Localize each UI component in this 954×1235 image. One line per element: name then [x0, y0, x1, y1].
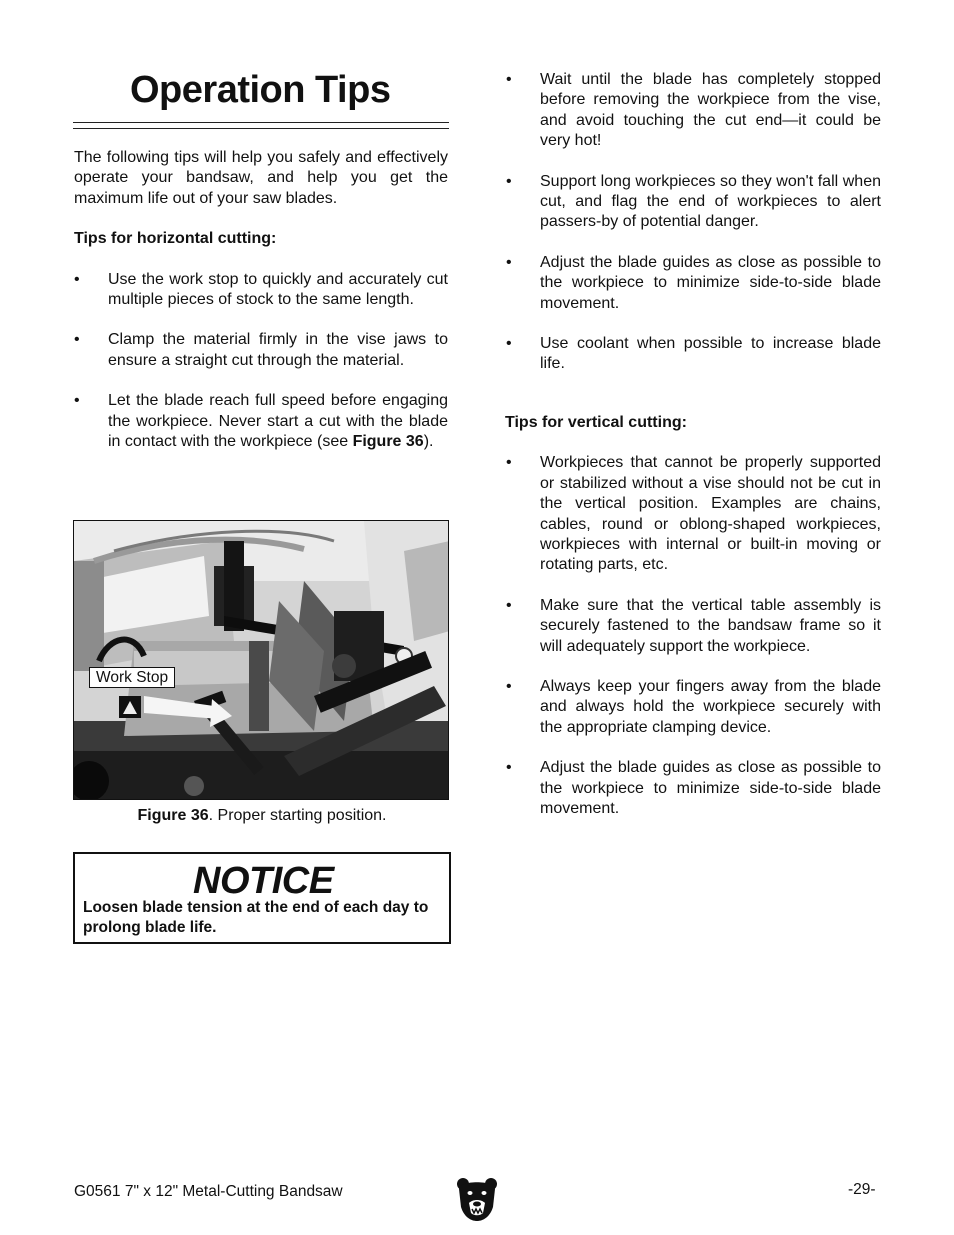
- bullet: •: [74, 270, 80, 288]
- list-item: [506, 677, 881, 738]
- footer-model: G0561 7" x 12" Metal-Cutting Bandsaw: [74, 1183, 343, 1200]
- tip-text: Adjust the blade guides as close as possible to the workpiece to minimize side-to-side blade movement.: [540, 759, 881, 817]
- list-item: [506, 596, 881, 657]
- bullet: •: [506, 454, 512, 472]
- list-item: [506, 70, 881, 152]
- bandsaw-photo-illustration: [74, 521, 449, 800]
- list-item: [506, 453, 881, 575]
- tip-text: Workpieces that cannot be properly supported or stabilized without a vise should not be cut in the vertical position. Examples are chains, cables, round or oblong-shaped workpieces, workpieces with internal or built-in moving or rotating parts, etc.: [540, 454, 881, 574]
- tip-text: Make sure that the vertical table assembly is securely fastened to the bandsaw frame so it will adequately support the workpiece.: [540, 596, 881, 655]
- tip-text: Always keep your fingers away from the blade and always hold the workpiece securely with the appropriate clamping device.: [540, 677, 881, 736]
- list-item: [506, 758, 881, 819]
- bullet: •: [74, 331, 80, 349]
- tip-text: Use coolant when possible to increase blade life.: [540, 335, 881, 373]
- vertical-heading: Tips for vertical cutting:: [505, 413, 687, 431]
- bullet: •: [506, 335, 512, 353]
- bullet: •: [506, 172, 512, 190]
- list-item: [506, 253, 881, 314]
- intro-paragraph: The following tips will help you safely and effectively operate your bandsaw, and help you get the maximum life out of your saw blades.: [74, 149, 448, 207]
- bullet: •: [506, 253, 512, 271]
- tip-text: Clamp the material firmly in the vise jaws to ensure a straight cut through the material.: [108, 331, 448, 369]
- list-item: [506, 334, 881, 375]
- list-item: [506, 172, 881, 233]
- grizzly-bear-logo-icon: [456, 1177, 498, 1221]
- caption-figure-number: Figure 36: [137, 807, 209, 824]
- right-column: [506, 70, 881, 819]
- tip-text-end: ).: [423, 433, 434, 451]
- work-stop-callout: Work Stop: [89, 667, 175, 688]
- horizontal-heading: Tips for horizontal cutting:: [74, 230, 277, 248]
- vertical-tips-list: [506, 453, 881, 819]
- figure-36-photo: [73, 520, 449, 800]
- bullet: •: [506, 596, 512, 614]
- page-number: -29-: [848, 1181, 876, 1198]
- tip-text: Adjust the blade guides as close as possible to the workpiece to minimize side-to-side blade movement.: [540, 253, 881, 312]
- notice-text: Loosen blade tension at the end of each day to prolong blade life.: [83, 899, 429, 936]
- general-tips-list: [506, 70, 881, 375]
- bullet: •: [506, 71, 512, 88]
- tip-text: Wait until the blade has completely stopped before removing the workpiece from the vise, and avoid touching the cut end—it could be very hot!: [540, 71, 881, 150]
- list-item: [74, 391, 448, 452]
- caption-text: . Proper starting position.: [208, 807, 387, 824]
- figure-reference: Figure 36: [352, 433, 424, 451]
- list-item: [74, 330, 448, 371]
- left-column: [74, 148, 448, 452]
- tip-text: Use the work stop to quickly and accurately cut multiple pieces of stock to the same length.: [108, 270, 448, 309]
- list-item: [74, 270, 448, 311]
- notice-box: [73, 852, 451, 944]
- tip-text: Let the blade reach full speed before engaging the workpiece. Never start a cut with the blade in contact with the workpiece (see: [108, 392, 448, 451]
- horizontal-tips-list: [74, 270, 448, 453]
- figure-caption: [74, 806, 450, 826]
- tip-text: Support long workpieces so they won't fall when cut, and flag the end of workpieces to alert passers-by of potential danger.: [540, 172, 881, 231]
- bullet: •: [506, 677, 512, 695]
- notice-title: NOTICE: [193, 860, 334, 902]
- bullet: •: [74, 392, 80, 410]
- page-title: Operation Tips: [130, 69, 391, 111]
- bullet: •: [506, 759, 512, 777]
- title-rule: [73, 122, 449, 129]
